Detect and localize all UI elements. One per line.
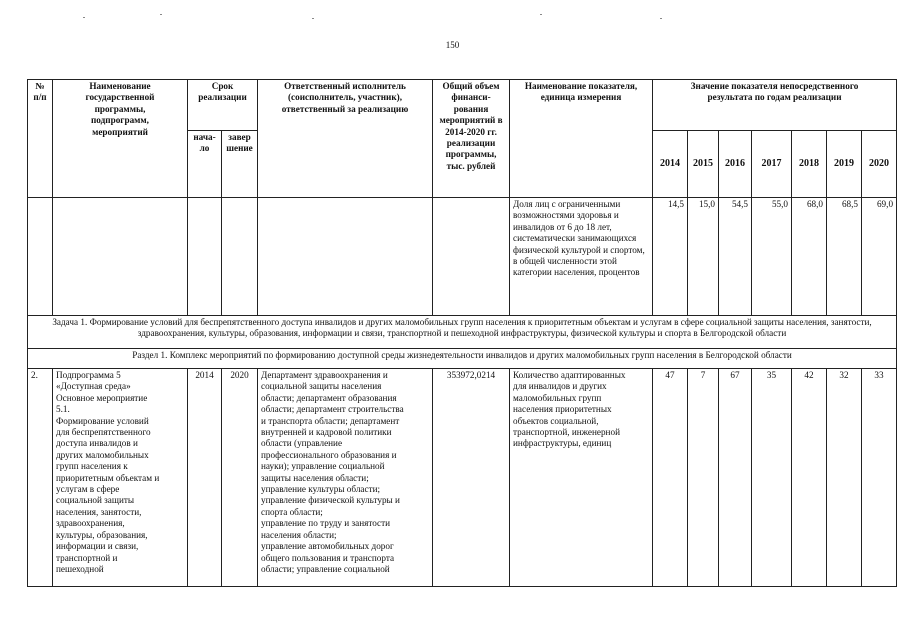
header-funding: Общий объем финанси- рования мероприятий в 2014-2020 гг. реализации программы, тыс. рублей xyxy=(433,80,510,198)
cell-value: 54,5 xyxy=(719,198,752,316)
header-year: 2015 xyxy=(688,131,719,198)
cell-num: 2. xyxy=(28,369,53,587)
section-text: Раздел 1. Комплекс мероприятий по формированию доступной среды жизнедеятельности инвалидов и других маломобильных групп населения в Белгородской области xyxy=(28,349,897,369)
cell-executor: Департамент здравоохранения и социальной защиты населения области; департамент образования области; департамент строительства и транспорта области; департамент внутренней и кадровой политики области (управление профессионального образования и науки); управление социальной защиты населения области; управление культуры области; управление физической культуры и спорта области; управление по труду и занятости населения области; управление автомобильных дорог общего пользования и транспорта области; управление социальной xyxy=(258,369,433,587)
header-row xyxy=(28,80,897,131)
cell-value: 7 xyxy=(688,369,719,587)
cell-value: 32 xyxy=(827,369,862,587)
scan-speck xyxy=(83,17,85,18)
header-term: Срок реализации xyxy=(188,80,258,131)
scan-speck xyxy=(660,18,662,19)
cell-funding xyxy=(433,198,510,316)
cell-num xyxy=(28,198,53,316)
task-row xyxy=(28,316,897,349)
header-year: 2014 xyxy=(653,131,688,198)
cell-start xyxy=(188,198,222,316)
cell-executor xyxy=(258,198,433,316)
header-indicator: Наименование показателя, единица измерения xyxy=(510,80,653,198)
section-row xyxy=(28,349,897,369)
cell-program-name: Подпрограмма 5 «Доступная среда» Основное мероприятие 5.1. Формирование условий для беспрепятственного доступа инвалидов и других маломобильных групп населения к приоритетным объектам и услугам в сфере социальной защиты населения, занятости, здравоохранения, культуры, образования, информации и связи, транспортной и пешеходной xyxy=(53,369,188,587)
scan-speck xyxy=(312,18,314,19)
header-year: 2017 xyxy=(752,131,792,198)
cell-funding: 353972,0214 xyxy=(433,369,510,587)
cell-value: 47 xyxy=(653,369,688,587)
scan-speck xyxy=(160,14,162,15)
table-row xyxy=(28,198,897,316)
program-table xyxy=(27,79,897,587)
cell-end xyxy=(222,198,258,316)
task-text: Задача 1. Формирование условий для беспрепятственного доступа инвалидов и других маломобильных групп населения к приоритетным объектам и услугам в сфере социальной защиты населения, занятости, здравоохранения, культуры, образования, информации и связи, транспортной и пешеходной инфраструктуры, физической культуры и спорта в Белгородской области xyxy=(28,316,897,349)
header-term-end: завер шение xyxy=(222,131,258,198)
cell-end: 2020 xyxy=(222,369,258,587)
cell-start: 2014 xyxy=(188,369,222,587)
cell-value: 68,5 xyxy=(827,198,862,316)
cell-value: 42 xyxy=(792,369,827,587)
cell-value: 35 xyxy=(752,369,792,587)
cell-value: 15,0 xyxy=(688,198,719,316)
cell-value: 14,5 xyxy=(653,198,688,316)
page-number: 150 xyxy=(445,40,460,50)
table-row xyxy=(28,369,897,587)
cell-value: 69,0 xyxy=(862,198,897,316)
cell-value: 55,0 xyxy=(752,198,792,316)
header-values: Значение показателя непосредственного результата по годам реализации xyxy=(653,80,897,131)
header-year: 2016 xyxy=(719,131,752,198)
header-program-name: Наименование государственной программы, подпрограмм, мероприятий xyxy=(53,80,188,198)
cell-indicator: Количество адаптированных для инвалидов и других маломобильных групп населения приоритетных объектов социальной, транспортной, инженерной инфраструктуры, единиц xyxy=(510,369,653,587)
cell-value: 67 xyxy=(719,369,752,587)
scan-speck xyxy=(540,14,542,15)
header-num: № п/п xyxy=(28,80,53,198)
header-year: 2020 xyxy=(862,131,897,198)
cell-indicator: Доля лиц с ограниченными возможностями здоровья и инвалидов от 6 до 18 лет, систематически занимающихся физической культурой и спортом, в общей численности этой категории населения, процентов xyxy=(510,198,653,316)
header-year: 2018 xyxy=(792,131,827,198)
cell-value: 33 xyxy=(862,369,897,587)
header-year: 2019 xyxy=(827,131,862,198)
cell-value: 68,0 xyxy=(792,198,827,316)
header-term-start: нача- ло xyxy=(188,131,222,198)
cell-program-name xyxy=(53,198,188,316)
header-executor: Ответственный исполнитель (соисполнитель, участник), ответственный за реализацию xyxy=(258,80,433,198)
